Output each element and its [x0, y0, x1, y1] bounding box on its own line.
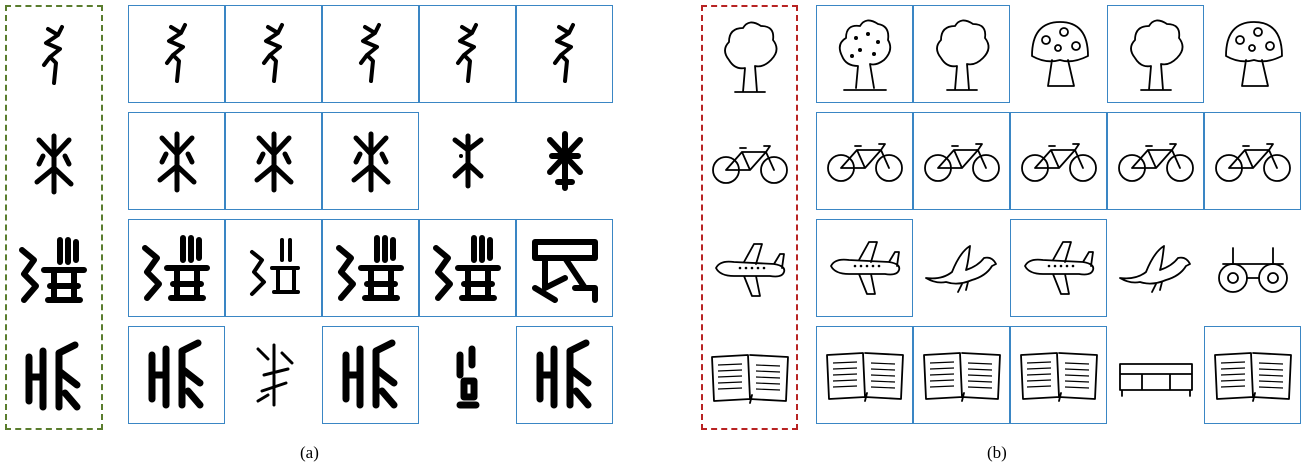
query-glyph-3-icon	[7, 221, 101, 319]
matched-tree-icon	[913, 5, 1010, 103]
matched-airplane-icon	[1010, 219, 1107, 317]
result-row	[128, 112, 613, 210]
matched-glyph-1-icon	[516, 5, 613, 103]
matched-glyph-1-icon	[225, 5, 322, 103]
unmatched-glyph-2b-icon	[419, 112, 516, 210]
matched-glyph-2-icon	[225, 112, 322, 210]
unmatched-glyph-4b-icon	[225, 326, 322, 424]
matched-bicycle-icon	[1010, 112, 1107, 210]
matched-book-icon	[816, 326, 913, 424]
matched-airplane-icon	[816, 219, 913, 317]
query-column-a	[5, 5, 103, 430]
query-glyph-4-icon	[7, 328, 101, 426]
matched-glyph-3-icon	[419, 219, 516, 317]
matched-glyph-2-icon	[322, 112, 419, 210]
matched-tree-icon	[1107, 5, 1204, 103]
matched-bicycle-icon	[1107, 112, 1204, 210]
caption-a: (a)	[300, 443, 319, 462]
unmatched-bird-icon	[1107, 219, 1204, 317]
matched-glyph-3c-icon	[516, 219, 613, 317]
result-row	[816, 219, 1301, 317]
unmatched-tractor-icon	[1204, 219, 1301, 317]
query-glyph-1-icon	[7, 7, 101, 105]
result-row	[128, 5, 613, 103]
result-row	[128, 326, 613, 424]
unmatched-bird-icon	[913, 219, 1010, 317]
panel-b	[650, 0, 1301, 466]
unmatched-glyph-2c-icon	[516, 112, 613, 210]
unmatched-mushroom-spotted-icon	[1204, 5, 1301, 103]
matched-glyph-3b-icon	[225, 219, 322, 317]
matched-book-icon	[1010, 326, 1107, 424]
query-glyph-2-icon	[7, 114, 101, 212]
matched-glyph-4-icon	[516, 326, 613, 424]
query-tree-icon	[703, 7, 796, 105]
unmatched-glyph-4c-icon	[419, 326, 516, 424]
matched-book-icon	[913, 326, 1010, 424]
result-row	[816, 5, 1301, 103]
unmatched-mushroom-spotted-icon	[1010, 5, 1107, 103]
query-airplane-icon	[703, 221, 796, 319]
matched-glyph-3-icon	[322, 219, 419, 317]
matched-glyph-1-icon	[322, 5, 419, 103]
result-row	[128, 219, 613, 317]
query-bicycle-icon	[703, 114, 796, 212]
matched-bicycle-icon	[913, 112, 1010, 210]
matched-glyph-3-icon	[128, 219, 225, 317]
query-column-b	[701, 5, 798, 430]
query-book-icon	[703, 328, 796, 426]
result-row	[816, 112, 1301, 210]
matched-glyph-1-icon	[419, 5, 516, 103]
matched-bicycle-icon	[1204, 112, 1301, 210]
matched-tree-dotted-icon	[816, 5, 913, 103]
matched-glyph-4-icon	[322, 326, 419, 424]
result-row	[816, 326, 1301, 424]
unmatched-couch-icon	[1107, 326, 1204, 424]
matched-glyph-2-icon	[128, 112, 225, 210]
caption-b: (b)	[987, 443, 1007, 462]
matched-book-icon	[1204, 326, 1301, 424]
matched-glyph-1-icon	[128, 5, 225, 103]
matched-glyph-4-icon	[128, 326, 225, 424]
panel-a	[0, 0, 630, 466]
matched-bicycle-icon	[816, 112, 913, 210]
